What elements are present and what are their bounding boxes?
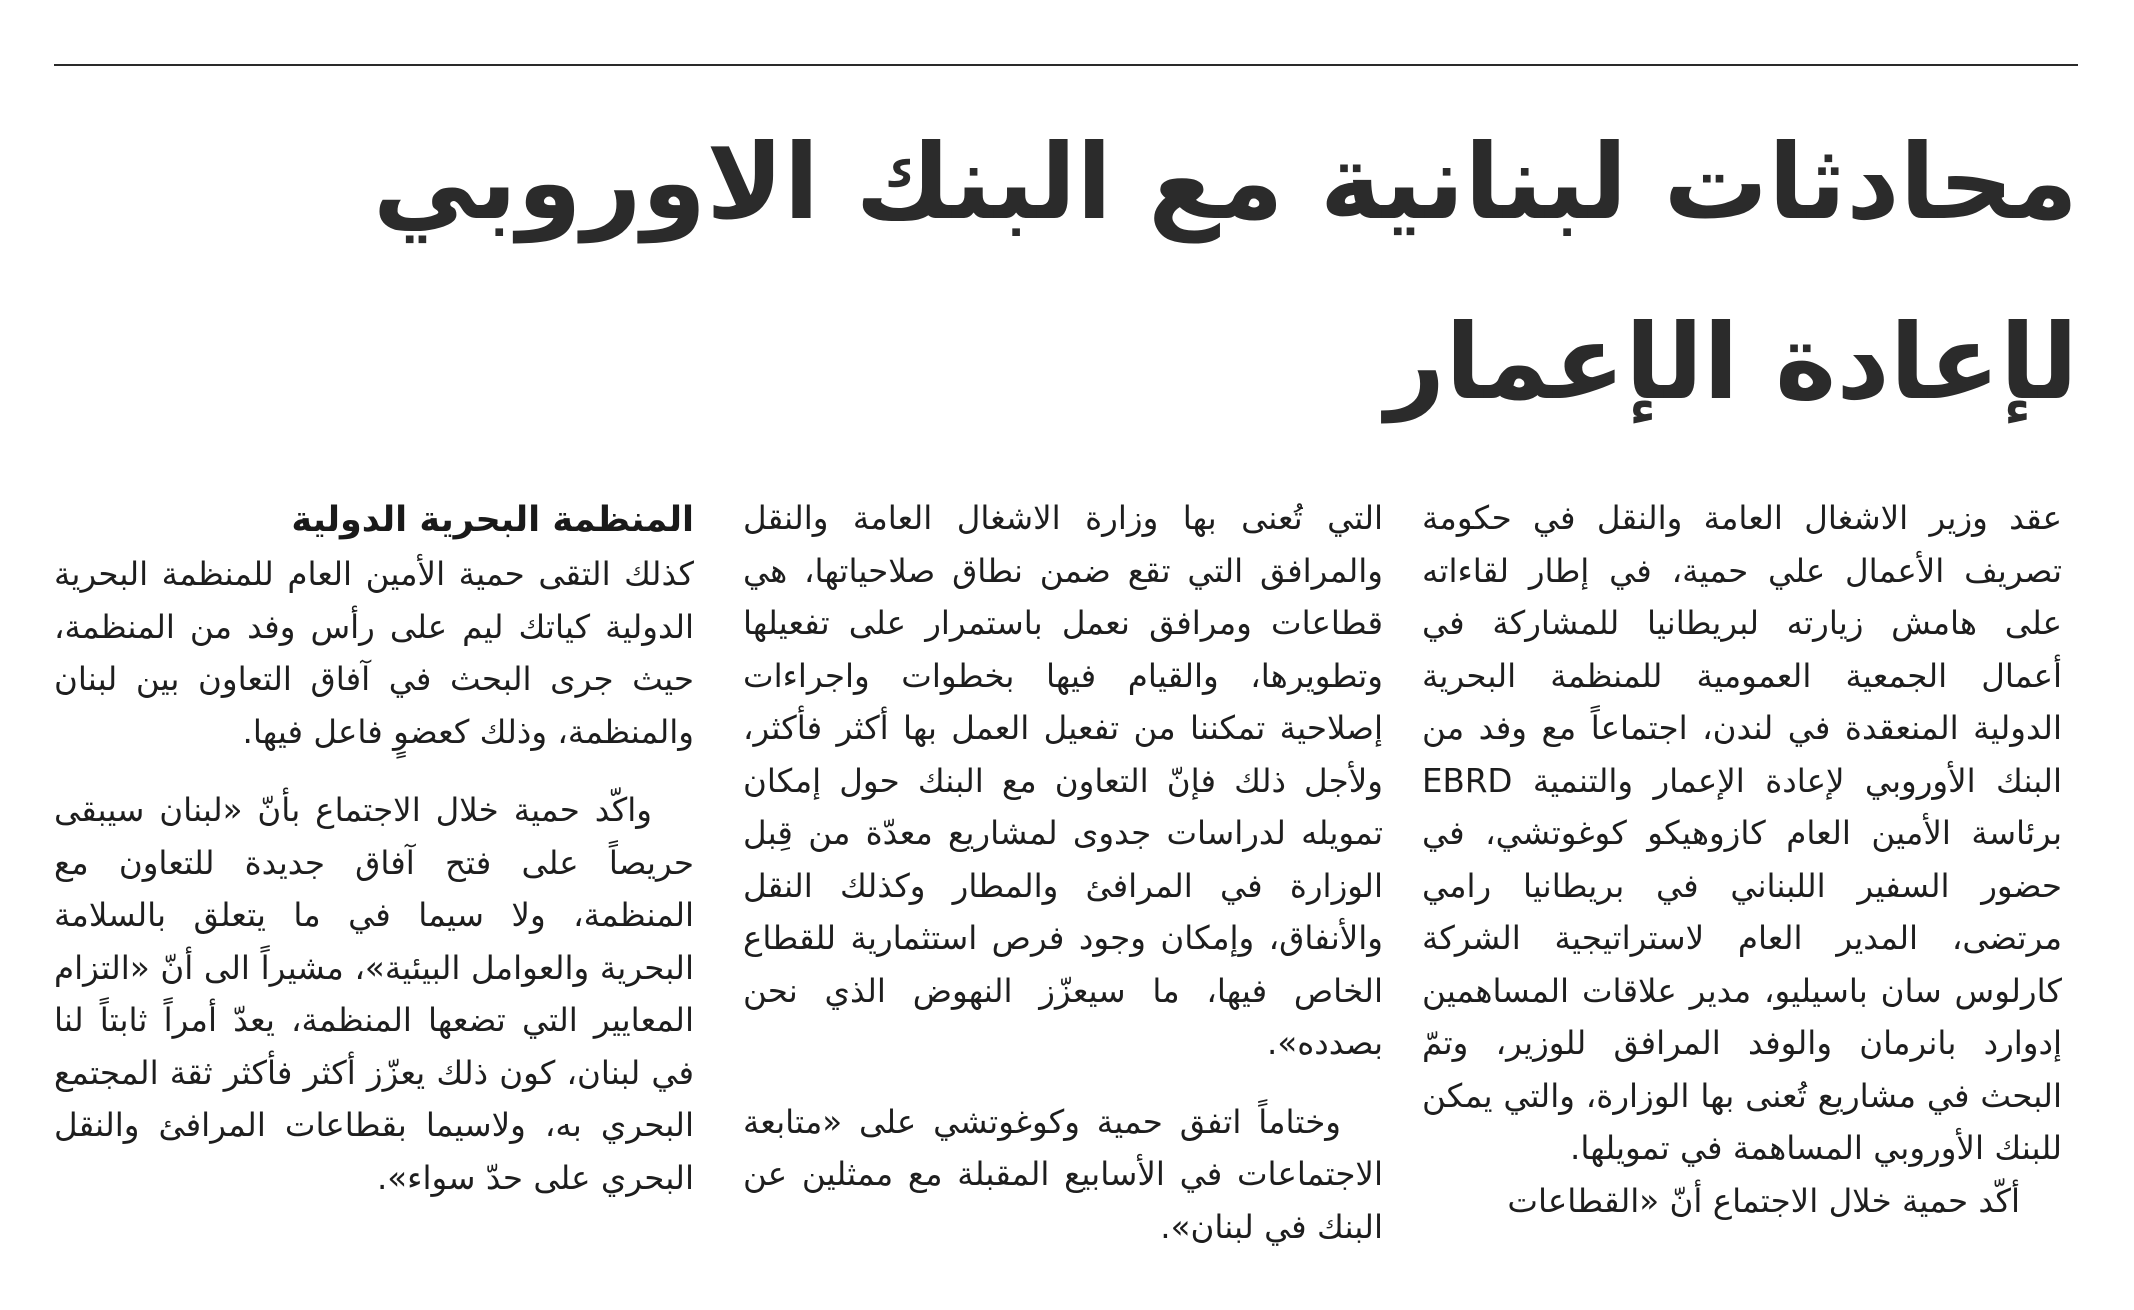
article-column-1 [1422,492,2062,1227]
headline-line-1: محادثات لبنانية مع البنك الاوروبي [372,121,2078,243]
top-rule [54,64,2078,66]
headline [78,92,2078,452]
section-subhead: المنظمة البحرية الدولية [291,500,694,540]
column-2-paragraph-2: وختاماً اتفق حمية وكوغوتشي على «متابعة الاجتماعات في الأسابيع المقبلة مع ممثلين عن البنك في لبنان». [743,1102,1383,1246]
article-column-3 [54,492,694,1204]
column-3-paragraph-1: كذلك التقى حمية الأمين العام للمنظمة البحرية الدولية كياتك ليم على رأس وفد من المنظمة، حيث جرى البحث في آفاق التعاون بين لبنان والمنظمة، وذلك كعضوٍ فاعل فيها. [54,555,694,751]
column-2-paragraph-1: التي تُعنى بها وزارة الاشغال العامة والنقل والمرافق التي تقع ضمن نطاق صلاحياتها، هي قطاعات ومرافق نعمل باستمرار على تفعيلها وتطويرها، والقيام فيها بخطوات واجراءات إصلاحية تمكننا من تفعيل العمل بها أكثر فأكثر، ولأجل ذلك فإنّ التعاون مع البنك حول إمكان تمويله لدراسات جدوى لمشاريع معدّة من قِبل الوزارة في المرافئ والمطار وكذلك النقل والأنفاق، وإمكان وجود فرص استثمارية للقطاع الخاص فيها، ما سيعزّز النهوض الذي نحن بصدده». [743,499,1383,1062]
paragraph-gap [54,758,694,784]
column-3-paragraph-2: واكّد حمية خلال الاجتماع بأنّ «لبنان سيبقى حريصاً على فتح آفاق جديدة للتعاون مع المنظمة، ولا سيما في ما يتعلق بالسلامة البحرية والعوامل البيئية»، مشيراً الى أنّ «التزام المعايير التي تضعها المنظمة، يعدّ أمراً ثابتاً لنا في لبنان، كون ذلك يعزّز أكثر فأكثر ثقة المجتمع البحري به، ولاسيما بقطاعات المرافئ والنقل البحري على حدّ سواء». [54,791,694,1197]
headline-line-2: لإعادة الإعمار [1385,301,2078,423]
article-column-2 [743,492,1383,1253]
column-1-paragraph-1: عقد وزير الاشغال العامة والنقل في حكومة تصريف الأعمال علي حمية، في إطار لقاءاته على هامش زيارته لبريطانيا للمشاركة في أعمال الجمعية العمومية للمنظمة البحرية الدولية المنعقدة في لندن، اجتماعاً مع وفد من البنك الأوروبي لإعادة الإعمار والتنمية EBRD برئاسة الأمين العام كازوهيكو كوغوتشي، في حضور السفير اللبناني في بريطانيا رامي مرتضى، المدير العام لاستراتيجية الشركة كارلوس سان باسيليو، مدير علاقات المساهمين إدوارد بانرمان والوفد المرافق للوزير، وتمّ البحث في مشاريع تُعنى بها الوزارة، والتي يمكن للبنك الأوروبي المساهمة في تمويلها. [1422,499,2062,1167]
paragraph-gap [743,1070,1383,1096]
column-1-paragraph-2: أكّد حمية خلال الاجتماع أنّ «القطاعات [1507,1181,2020,1220]
